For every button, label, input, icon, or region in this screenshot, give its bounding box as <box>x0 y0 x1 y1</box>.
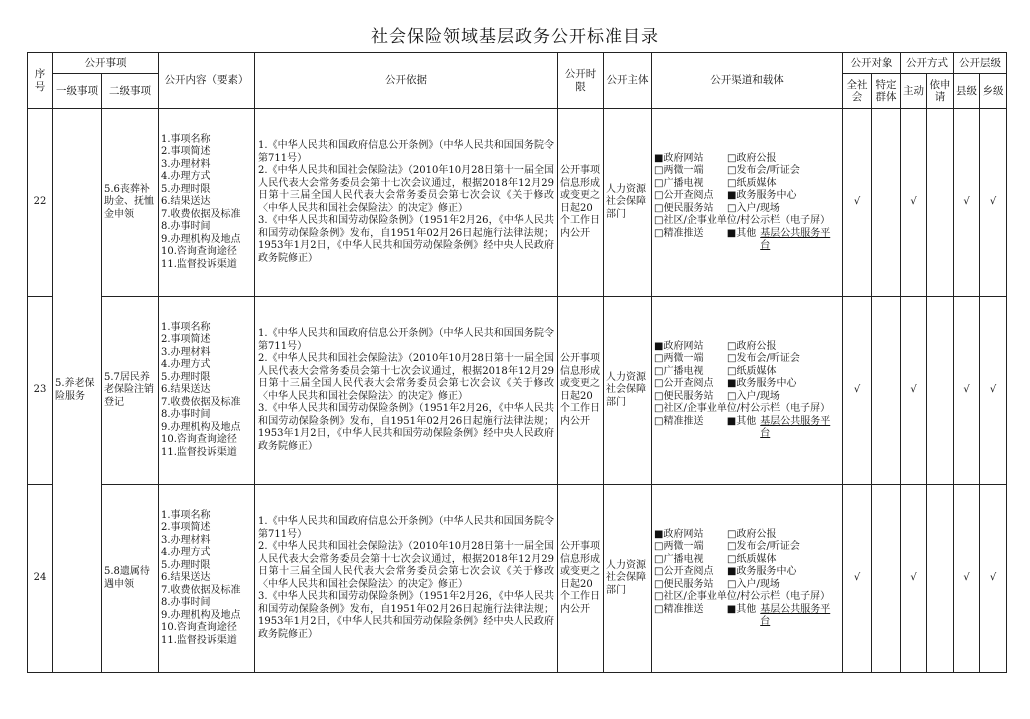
content-item: 2.事项简述 <box>161 522 211 534</box>
channel-option: ■其他 <box>726 415 757 427</box>
channel-other-value: 基层公共服务平台 <box>760 227 831 251</box>
channel-option: □便民服务站 <box>654 390 714 402</box>
header-mode-request: 依申请 <box>927 74 954 109</box>
level2-item: 5.7居民养老保险注销登记 <box>102 297 159 485</box>
header-channel: 公开渠道和载体 <box>652 53 843 109</box>
header-mode-active: 主动 <box>901 74 927 109</box>
basis-clause: 2.《中华人民共和国社会保险法》（2010年10月28日第十一届全国人民代表大会常务委员会第十七次会议通过，根据2018年12月29日第十三届全国人民代表大会常务委员会第七次会议《关于修改〈中华人民共和国社会保险法〉的决定》修正） <box>258 165 554 214</box>
channel-line <box>654 579 840 592</box>
check-mode-request <box>927 297 954 485</box>
header-target-specific: 特定群体 <box>872 74 901 109</box>
content-items <box>159 485 255 673</box>
content-item: 5.办理时限 <box>161 559 211 571</box>
channel-option: ■政府网站 <box>654 528 704 540</box>
basis-clause: 3.《中华人民共和国劳动保险条例》（1951年2月26，《中华人民共和国劳动保险条例》发布，自1951年02月26日起施行法律法规；1953年1月2日，《中华人民共和国劳动保险条例》经中央人民政府政务院修正） <box>258 215 554 264</box>
header-level2: 二级事项 <box>102 74 159 109</box>
content-item: 10.咨询查询途径 <box>161 434 237 446</box>
channel-option: □社区/企事业单位/村公示栏（电子屏） <box>654 403 831 414</box>
channel-list <box>652 297 843 485</box>
header-target-group: 公开对象 <box>843 53 901 74</box>
content-item: 6.结果送达 <box>161 572 211 584</box>
channel-option: □入户/现场 <box>727 390 780 402</box>
channel-line <box>654 416 840 441</box>
channel-option: □社区/企事业单位/村公示栏（电子屏） <box>654 215 831 226</box>
table-row <box>28 297 1007 485</box>
content-item: 9.办理机构及地点 <box>161 233 241 245</box>
subject: 人力资源社会保障部门 <box>604 485 652 673</box>
channel-option: □纸质媒体 <box>727 365 777 377</box>
channel-option: ■政务服务中心 <box>727 190 797 201</box>
channel-line <box>654 529 840 542</box>
channel-option: □发布会/听证会 <box>727 353 800 364</box>
basis-clause: 3.《中华人民共和国劳动保险条例》（1951年2月26，《中华人民共和国劳动保险条例》发布，自1951年02月26日起施行法律法规；1953年1月2日，《中华人民共和国劳动保险条例》经中央人民政府政务院修正） <box>258 403 554 452</box>
header-level1: 一级事项 <box>53 74 102 109</box>
basis-text <box>255 485 558 673</box>
check-level-town: √ <box>980 485 1007 673</box>
check-level-town: √ <box>980 109 1007 297</box>
header-level-town: 乡级 <box>980 74 1007 109</box>
channel-option: □发布会/听证会 <box>727 165 800 176</box>
content-item: 11.监督投诉渠道 <box>161 258 237 270</box>
time-limit: 公开事项信息形成或变更之日起20个工作日内公开 <box>558 485 604 673</box>
channel-option: □便民服务站 <box>654 578 714 590</box>
basis-clause: 2.《中华人民共和国社会保险法》（2010年10月28日第十一届全国人民代表大会常务委员会第十七次会议通过，根据2018年12月29日第十三届全国人民代表大会常务委员会第七次会议《关于修改〈中华人民共和国社会保险法〉的决定》修正） <box>258 353 554 402</box>
row-seq: 24 <box>28 485 53 673</box>
content-item: 10.咨询查询途径 <box>161 246 237 258</box>
content-item: 4.办理方式 <box>161 359 211 371</box>
channel-option: □公开查阅点 <box>654 566 714 577</box>
channel-option: ■政府网站 <box>654 340 704 352</box>
content-item: 11.监督投诉渠道 <box>161 634 237 646</box>
content-item: 6.结果送达 <box>161 384 211 396</box>
basis-clause: 3.《中华人民共和国劳动保险条例》（1951年2月26，《中华人民共和国劳动保险条例》发布，自1951年02月26日起施行法律法规；1953年1月2日，《中华人民共和国劳动保险条例》经中央人民政府政务院修正） <box>258 591 554 640</box>
channel-option: □纸质媒体 <box>727 553 777 565</box>
channel-option: □广播电视 <box>654 553 704 565</box>
content-item: 8.办事时间 <box>161 409 211 421</box>
channel-option: □便民服务站 <box>654 202 714 214</box>
check-target-specific <box>872 109 901 297</box>
header-seq: 序号 <box>28 53 53 109</box>
check-mode-active: √ <box>901 297 927 485</box>
basis-clause: 2.《中华人民共和国社会保险法》（2010年10月28日第十一届全国人民代表大会常务委员会第十七次会议通过，根据2018年12月29日第十三届全国人民代表大会常务委员会第七次会议《关于修改〈中华人民共和国社会保险法〉的决定》修正） <box>258 541 554 590</box>
table-row <box>28 485 1007 673</box>
level2-item: 5.6丧葬补助金、抚恤金申领 <box>102 109 159 297</box>
content-item: 3.办理材料 <box>161 534 211 546</box>
check-mode-request <box>927 485 954 673</box>
header-level-group: 公开层级 <box>954 53 1007 74</box>
check-mode-request <box>927 109 954 297</box>
channel-line <box>654 341 840 354</box>
check-level-county: √ <box>954 297 980 485</box>
table-row <box>28 109 1007 297</box>
basis-text <box>255 109 558 297</box>
level1-item: 5.养老保险服务 <box>53 109 102 673</box>
channel-option: ■政务服务中心 <box>727 566 797 577</box>
basis-clause: 1.《中华人民共和国政府信息公开条例》（中华人民共和国国务院令第711号） <box>258 516 554 540</box>
check-target-specific <box>872 297 901 485</box>
check-mode-active: √ <box>901 485 927 673</box>
channel-option: □两微一端 <box>654 541 704 552</box>
row-seq: 22 <box>28 109 53 297</box>
check-level-county: √ <box>954 109 980 297</box>
channel-option: □精准推送 <box>654 603 704 615</box>
content-item: 2.事项简述 <box>161 146 211 158</box>
channel-line <box>654 178 840 191</box>
channel-option: □社区/企事业单位/村公示栏（电子屏） <box>654 591 831 602</box>
content-item: 4.办理方式 <box>161 547 211 559</box>
channel-other-value: 基层公共服务平台 <box>760 415 831 439</box>
channel-line <box>654 165 840 178</box>
subject: 人力资源社会保障部门 <box>604 109 652 297</box>
header-basis: 公开依据 <box>255 53 558 109</box>
content-item: 5.办理时限 <box>161 371 211 383</box>
channel-option: □两微一端 <box>654 165 704 176</box>
content-item: 3.办理材料 <box>161 158 211 170</box>
check-target-specific <box>872 485 901 673</box>
check-mode-active: √ <box>901 109 927 297</box>
content-item: 9.办理机构及地点 <box>161 609 241 621</box>
row-seq: 23 <box>28 297 53 485</box>
channel-option: □广播电视 <box>654 365 704 377</box>
basis-clause: 1.《中华人民共和国政府信息公开条例》（中华人民共和国国务院令第711号） <box>258 328 554 352</box>
header-time: 公开时限 <box>558 53 604 109</box>
channel-option: □公开查阅点 <box>654 378 714 389</box>
channel-option: □入户/现场 <box>727 202 780 214</box>
channel-line <box>654 153 840 166</box>
content-items <box>159 297 255 485</box>
check-target-all: √ <box>843 485 872 673</box>
basis-clause: 1.《中华人民共和国政府信息公开条例》（中华人民共和国国务院令第711号） <box>258 140 554 164</box>
channel-option: □发布会/听证会 <box>727 541 800 552</box>
content-item: 3.办理材料 <box>161 346 211 358</box>
content-item: 4.办理方式 <box>161 171 211 183</box>
time-limit: 公开事项信息形成或变更之日起20个工作日内公开 <box>558 109 604 297</box>
header-target-all: 全社会 <box>843 74 872 109</box>
channel-line <box>654 591 840 604</box>
channel-option: □精准推送 <box>654 415 704 427</box>
check-level-county: √ <box>954 485 980 673</box>
content-item: 5.办理时限 <box>161 183 211 195</box>
channel-line <box>654 391 840 404</box>
channel-option: □政府公报 <box>727 340 777 352</box>
content-item: 9.办理机构及地点 <box>161 421 241 433</box>
channel-option: □政府公报 <box>727 528 777 540</box>
check-target-all: √ <box>843 297 872 485</box>
channel-line <box>654 228 840 253</box>
basis-text <box>255 297 558 485</box>
channel-option: □两微一端 <box>654 353 704 364</box>
channel-line <box>654 353 840 366</box>
header-subject: 公开主体 <box>604 53 652 109</box>
content-item: 7.收费依据及标准 <box>161 584 241 596</box>
channel-option: □广播电视 <box>654 177 704 189</box>
channel-line <box>654 403 840 416</box>
channel-option: ■其他 <box>726 603 757 615</box>
channel-option: ■政务服务中心 <box>727 378 797 389</box>
content-item: 7.收费依据及标准 <box>161 396 241 408</box>
channel-line <box>654 604 840 629</box>
check-level-town: √ <box>980 297 1007 485</box>
channel-line <box>654 566 840 579</box>
channel-line <box>654 190 840 203</box>
header-item-group: 公开事项 <box>53 53 159 74</box>
channel-list <box>652 109 843 297</box>
catalog-table <box>27 52 1007 673</box>
channel-option: □纸质媒体 <box>727 177 777 189</box>
channel-option: ■其他 <box>726 227 757 239</box>
content-item: 10.咨询查询途径 <box>161 622 237 634</box>
header-mode-group: 公开方式 <box>901 53 954 74</box>
channel-other-value: 基层公共服务平台 <box>760 603 831 627</box>
content-item: 1.事项名称 <box>161 321 211 333</box>
content-item: 1.事项名称 <box>161 509 211 521</box>
content-item: 11.监督投诉渠道 <box>161 446 237 458</box>
channel-line <box>654 203 840 216</box>
content-item: 7.收费依据及标准 <box>161 208 241 220</box>
check-target-all: √ <box>843 109 872 297</box>
content-items <box>159 109 255 297</box>
table-body <box>28 109 1007 673</box>
subject: 人力资源社会保障部门 <box>604 297 652 485</box>
level2-item: 5.8遗属待遇申领 <box>102 485 159 673</box>
channel-line <box>654 366 840 379</box>
content-item: 1.事项名称 <box>161 133 211 145</box>
channel-option: □政府公报 <box>727 152 777 164</box>
channel-line <box>654 541 840 554</box>
channel-option: □公开查阅点 <box>654 190 714 201</box>
content-item: 8.办事时间 <box>161 221 211 233</box>
channel-line <box>654 554 840 567</box>
content-item: 8.办事时间 <box>161 597 211 609</box>
channel-option: □精准推送 <box>654 227 704 239</box>
page-title: 社会保险领域基层政务公开标准目录 <box>371 27 659 47</box>
channel-option: ■政府网站 <box>654 152 704 164</box>
content-item: 6.结果送达 <box>161 196 211 208</box>
channel-option: □入户/现场 <box>727 578 780 590</box>
channel-line <box>654 378 840 391</box>
channel-list <box>652 485 843 673</box>
header-content: 公开内容（要素） <box>159 53 255 109</box>
content-item: 2.事项简述 <box>161 334 211 346</box>
channel-line <box>654 215 840 228</box>
header-level-county: 县级 <box>954 74 980 109</box>
time-limit: 公开事项信息形成或变更之日起20个工作日内公开 <box>558 297 604 485</box>
